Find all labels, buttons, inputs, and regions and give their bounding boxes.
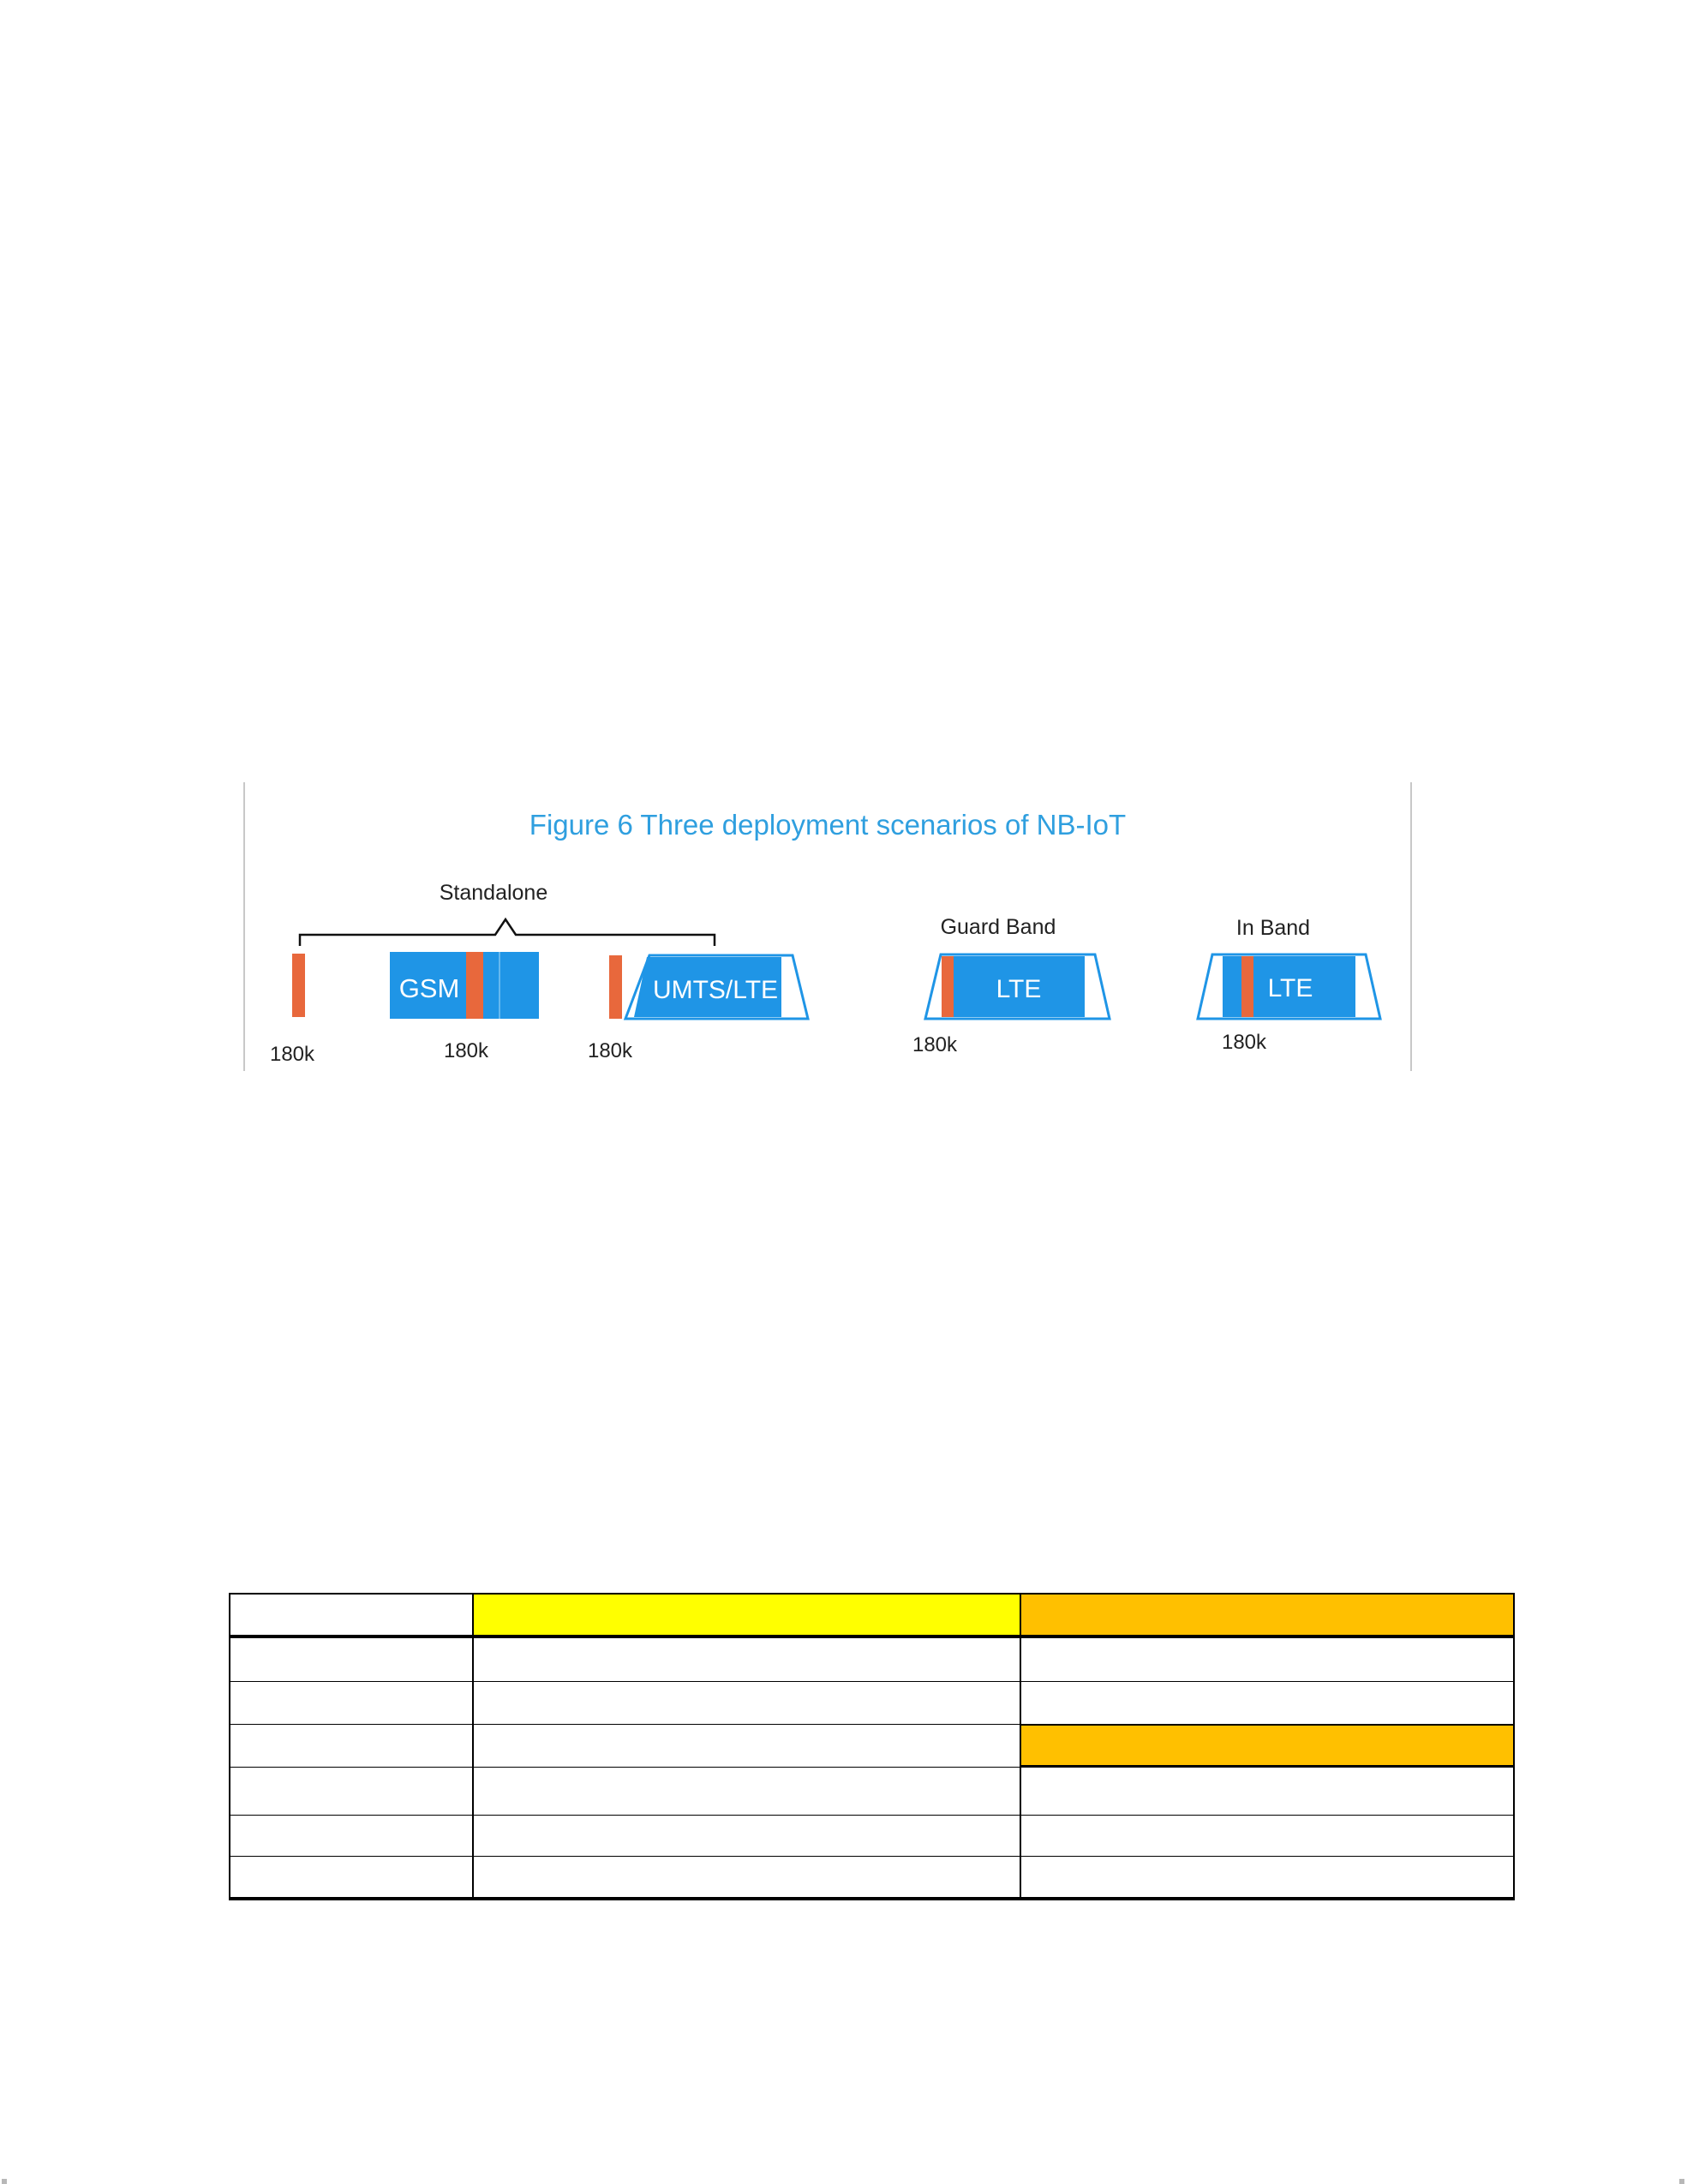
table-cell-r1-c1 [229,1638,474,1681]
gsm-nbiot-carrier [466,952,483,1019]
table-cell-r4-c2 [472,1767,1021,1815]
footer-dot-right [1679,2179,1684,2184]
bandwidth-label-4: 180k [912,1033,958,1056]
figure-caption: Figure 6 Three deployment scenarios of NB-IoT [529,809,1127,841]
table-cell-r2-c1 [229,1681,474,1724]
bandwidth-label-2: 180k [443,1039,489,1062]
footer-dot-left [2,2179,7,2184]
table-cell-r4-c3 [1020,1767,1515,1815]
table-header-cell-2 [472,1593,1021,1638]
guard-band-lte-label: LTE [996,975,1042,1003]
gsm-label: GSM [398,973,460,1003]
standalone-label: Standalone [439,881,548,905]
table-header-cell-3 [1020,1593,1515,1638]
table-cell-r5-c2 [472,1815,1021,1856]
table-cell-r6-c3 [1020,1856,1515,1899]
bandwidth-label-5: 180k [1221,1031,1267,1054]
in-band-lte-label: LTE [1267,974,1313,1002]
table-cell-r4-c1 [229,1767,474,1815]
table-cell-r2-c3 [1020,1681,1515,1724]
table-bottom-border [229,1897,1515,1900]
bandwidth-label-1: 180k [269,1043,315,1066]
guard-band-nbiot-carrier [942,956,954,1017]
guard-band-label: Guard Band [940,915,1056,939]
table-cell-r6-c1 [229,1856,474,1899]
table-cell-r1-c3 [1020,1638,1515,1681]
table-header-cell-1 [229,1593,474,1638]
table-cell-r3-c3 [1020,1724,1515,1767]
standalone-brace [300,919,715,946]
in-band-label: In Band [1235,916,1311,940]
table-cell-r3-c2 [472,1724,1021,1767]
umts-nbiot-carrier [609,955,622,1019]
standalone-nbiot-carrier [292,954,305,1017]
bandwidth-label-3: 180k [587,1039,633,1062]
page-footer-rule [0,2177,1687,2184]
umts-lte-label: UMTS/LTE [652,976,779,1004]
table-cell-r3-c1 [229,1724,474,1767]
in-band-nbiot-carrier [1241,956,1253,1017]
table-cell-r5-c1 [229,1815,474,1856]
table-cell-r2-c2 [472,1681,1021,1724]
table-cell-r1-c2 [472,1638,1021,1681]
table-cell-r5-c3 [1020,1815,1515,1856]
table-cell-r6-c2 [472,1856,1021,1899]
